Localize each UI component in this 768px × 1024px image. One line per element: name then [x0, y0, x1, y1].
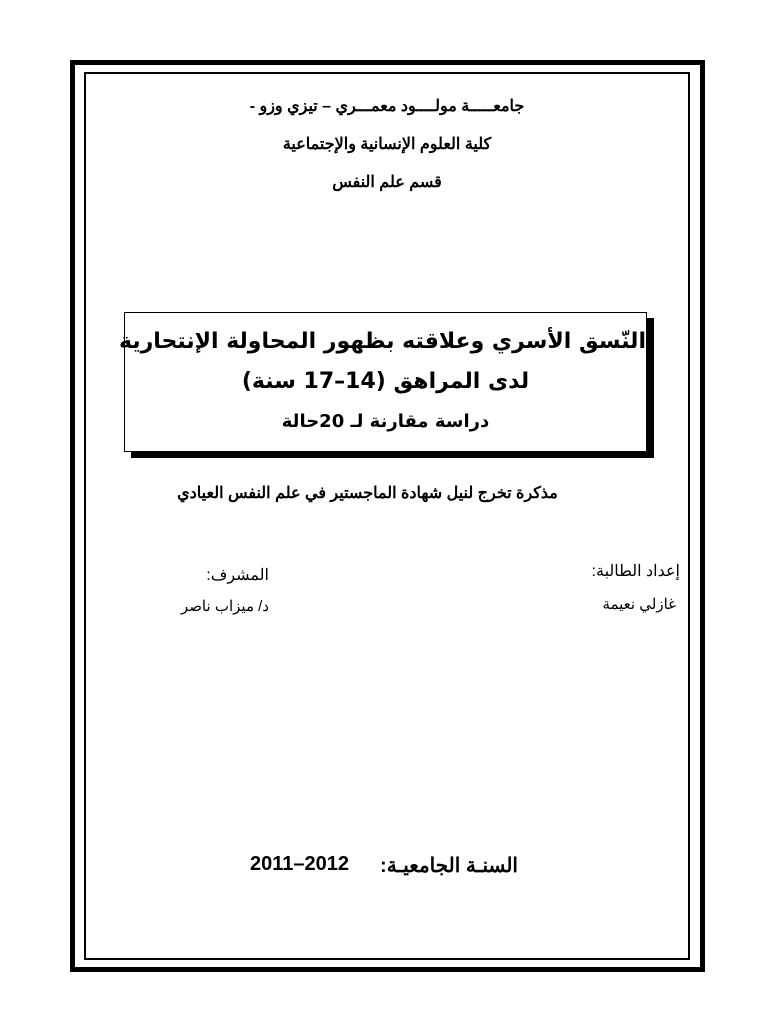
faculty-name: كلية العلوم الإنسانية والإجتماعية [282, 136, 492, 153]
thesis-title-box [118, 312, 647, 452]
university-name: جامعـــــة مولــــود معمـــري – تيزي وزو - [249, 98, 525, 115]
degree-statement: مذكرة تخرج لنيل شهادة الماجستير في علم النفس العيادي [177, 485, 558, 502]
thesis-title-line3: دراسة مقارنة لـ 20حالة [281, 411, 490, 432]
academic-year-value: 2011–2012 [250, 853, 350, 875]
thesis-title-line1: النّسق الأسري وعلاقته بظهور المحاولة الإنتحارية [118, 329, 646, 354]
thesis-title-line2: لدى المراهق (14–17 سنة) [241, 369, 530, 394]
academic-year-label: السنـة الجامعيـة: [380, 855, 518, 877]
student-name: غازلي نعيمة [602, 596, 676, 613]
student-label: إعداد الطالبة: [591, 563, 680, 580]
supervisor-name: د/ ميزاب ناصر [180, 598, 269, 615]
department-name: قسم علم النفس [332, 174, 442, 191]
page-border-inner [84, 72, 690, 960]
supervisor-label: المشرف: [206, 567, 269, 584]
